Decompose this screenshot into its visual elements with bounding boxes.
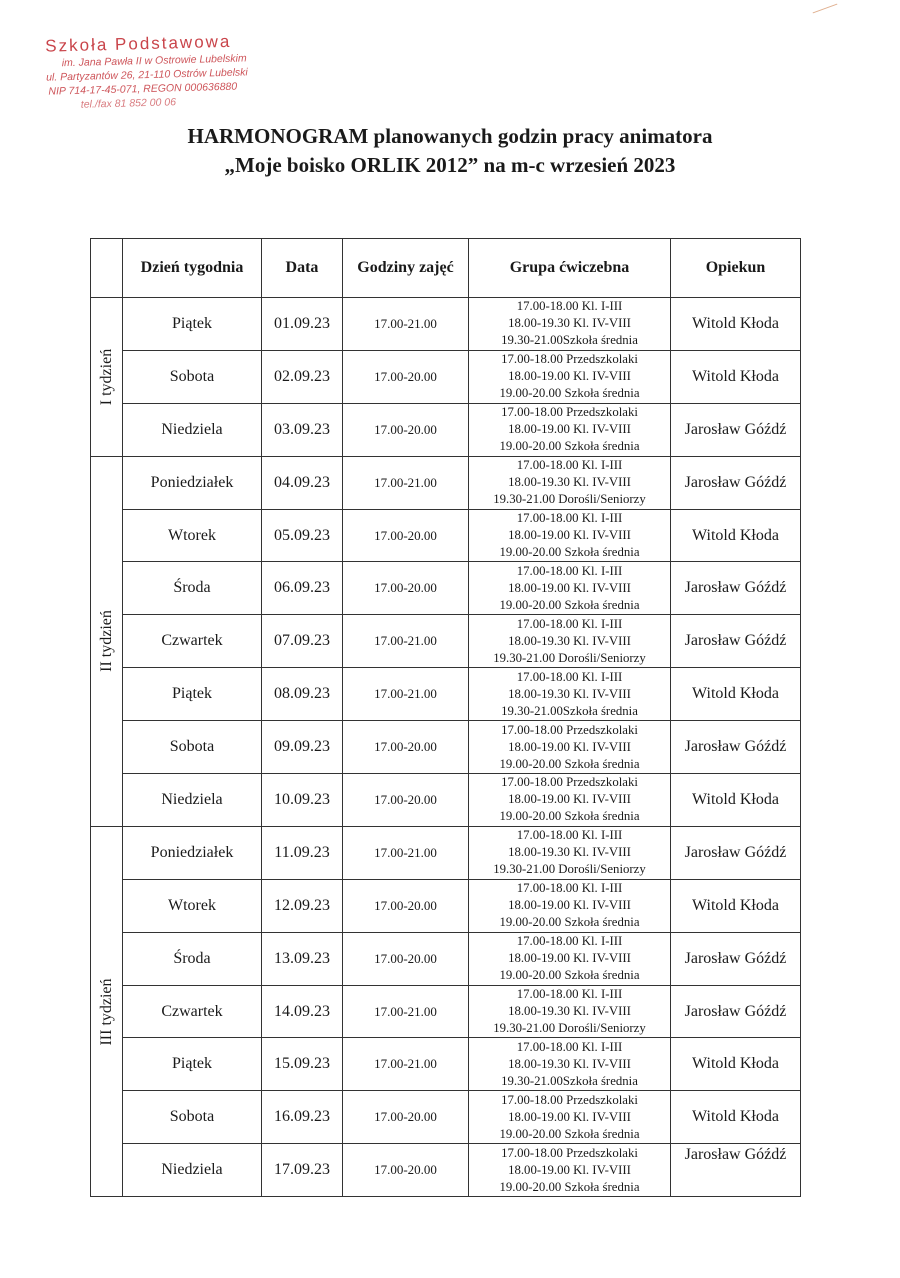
group-line: 18.00-19.00 Kl. IV-VIII bbox=[508, 422, 631, 437]
group-line: 17.00-18.00 Przedszkolaki bbox=[501, 722, 638, 737]
group-line: 17.00-18.00 Przedszkolaki bbox=[501, 405, 638, 420]
title-line-2: „Moje boisko ORLIK 2012” na m-c wrzesień 2023 bbox=[224, 153, 676, 177]
day-cell: Czwartek bbox=[123, 985, 262, 1038]
day-cell: Środa bbox=[123, 562, 262, 615]
group-line: 19.30-21.00 Dorośli/Seniorzy bbox=[493, 1021, 646, 1036]
group-cell bbox=[469, 668, 671, 721]
group-cell bbox=[469, 932, 671, 985]
group-line: 19.00-20.00 Szkoła średnia bbox=[499, 597, 640, 612]
group-line: 19.00-20.00 Szkoła średnia bbox=[499, 809, 640, 824]
table-row bbox=[91, 615, 801, 668]
table-row bbox=[91, 879, 801, 932]
day-cell: Poniedziałek bbox=[123, 826, 262, 879]
table-row bbox=[91, 932, 801, 985]
group-cell bbox=[469, 562, 671, 615]
group-line: 17.00-18.00 Przedszkolaki bbox=[501, 775, 638, 790]
table-row bbox=[91, 1144, 801, 1197]
date-cell: 11.09.23 bbox=[262, 826, 343, 879]
group-line: 17.00-18.00 Kl. I-III bbox=[516, 828, 623, 843]
group-line: 19.30-21.00 Dorośli/Seniorzy bbox=[493, 650, 646, 665]
group-line: 17.00-18.00 Kl. I-III bbox=[516, 563, 623, 578]
group-line: 19.00-20.00 Szkoła średnia bbox=[499, 968, 640, 983]
hours-cell: 17.00-20.00 bbox=[343, 562, 469, 615]
header-row bbox=[91, 239, 801, 298]
document-title bbox=[0, 122, 900, 180]
group-line: 19.00-20.00 Szkoła średnia bbox=[499, 545, 640, 559]
hours-cell: 17.00-20.00 bbox=[343, 1144, 469, 1197]
group-line: 18.00-19.30 Kl. IV-VIII bbox=[508, 633, 631, 648]
date-cell: 09.09.23 bbox=[262, 721, 343, 774]
hours-cell: 17.00-20.00 bbox=[343, 403, 469, 456]
header-group: Grupa ćwiczebna bbox=[469, 239, 671, 298]
hours-cell: 17.00-20.00 bbox=[343, 1091, 469, 1144]
table-row bbox=[91, 826, 801, 879]
carer-cell: Jarosław Góźdź bbox=[671, 615, 801, 668]
group-cell bbox=[469, 298, 671, 351]
carer-cell: Witold Kłoda bbox=[671, 879, 801, 932]
group-line: 19.30-21.00Szkoła średnia bbox=[501, 1073, 638, 1088]
carer-cell: Witold Kłoda bbox=[671, 1038, 801, 1091]
table-row bbox=[91, 668, 801, 721]
table-row bbox=[91, 350, 801, 403]
stamp-patron: im. Jana Pawła II w Ostrowie Lubelskim bbox=[61, 52, 247, 70]
pen-mark bbox=[813, 4, 838, 14]
date-cell: 10.09.23 bbox=[262, 774, 343, 827]
date-cell: 14.09.23 bbox=[262, 985, 343, 1038]
group-line: 18.00-19.00 Kl. IV-VIII bbox=[508, 528, 631, 542]
hours-cell: 17.00-20.00 bbox=[343, 350, 469, 403]
group-line: 17.00-18.00 Kl. I-III bbox=[516, 511, 623, 525]
group-line: 18.00-19.00 Kl. IV-VIII bbox=[508, 1162, 631, 1177]
group-line: 17.00-18.00 Kl. I-III bbox=[516, 934, 623, 949]
group-line: 19.30-21.00Szkoła średnia bbox=[501, 333, 638, 348]
week-label: III tydzień bbox=[97, 977, 115, 1046]
hours-cell: 17.00-21.00 bbox=[343, 456, 469, 509]
table-row bbox=[91, 721, 801, 774]
table-row bbox=[91, 1091, 801, 1144]
group-cell bbox=[469, 403, 671, 456]
week-label: I tydzień bbox=[97, 348, 115, 406]
date-cell: 05.09.23 bbox=[262, 509, 343, 562]
hours-cell: 17.00-20.00 bbox=[343, 879, 469, 932]
group-line: 18.00-19.30 Kl. IV-VIII bbox=[508, 475, 631, 490]
day-cell: Piątek bbox=[123, 298, 262, 351]
group-cell bbox=[469, 879, 671, 932]
carer-cell: Witold Kłoda bbox=[671, 509, 801, 562]
date-cell: 01.09.23 bbox=[262, 298, 343, 351]
group-line: 18.00-19.00 Kl. IV-VIII bbox=[508, 580, 631, 595]
carer-cell: Witold Kłoda bbox=[671, 350, 801, 403]
group-line: 18.00-19.00 Kl. IV-VIII bbox=[508, 739, 631, 754]
day-cell: Czwartek bbox=[123, 615, 262, 668]
carer-cell: Jarosław Góźdź bbox=[671, 403, 801, 456]
title-line-1: HARMONOGRAM planowanych godzin pracy animatora bbox=[187, 124, 713, 148]
table-row bbox=[91, 774, 801, 827]
group-line: 17.00-18.00 Kl. I-III bbox=[516, 1039, 623, 1054]
stamp-phone: tel./fax 81 852 00 06 bbox=[80, 96, 177, 111]
carer-cell: Jarosław Góźdź bbox=[671, 721, 801, 774]
group-line: 18.00-19.00 Kl. IV-VIII bbox=[508, 898, 631, 913]
header-day: Dzień tygodnia bbox=[123, 239, 262, 298]
group-line: 18.00-19.30 Kl. IV-VIII bbox=[508, 845, 631, 860]
group-cell bbox=[469, 509, 671, 562]
hours-cell: 17.00-20.00 bbox=[343, 721, 469, 774]
group-line: 19.30-21.00Szkoła średnia bbox=[501, 703, 638, 718]
day-cell: Piątek bbox=[123, 668, 262, 721]
date-cell: 04.09.23 bbox=[262, 456, 343, 509]
table-row bbox=[91, 1038, 801, 1091]
date-cell: 08.09.23 bbox=[262, 668, 343, 721]
day-cell: Środa bbox=[123, 932, 262, 985]
group-line: 18.00-19.00 Kl. IV-VIII bbox=[508, 1109, 631, 1124]
group-line: 19.00-20.00 Szkoła średnia bbox=[499, 1179, 640, 1194]
day-cell: Poniedziałek bbox=[123, 456, 262, 509]
carer-cell: Witold Kłoda bbox=[671, 668, 801, 721]
carer-cell: Jarosław Góźdź bbox=[671, 932, 801, 985]
stamp-school-name: Szkoła Podstawowa bbox=[45, 31, 232, 56]
carer-cell: Witold Kłoda bbox=[671, 774, 801, 827]
group-line: 19.00-20.00 Szkoła średnia bbox=[499, 386, 640, 401]
group-line: 17.00-18.00 Kl. I-III bbox=[516, 987, 623, 1002]
hours-cell: 17.00-20.00 bbox=[343, 774, 469, 827]
group-line: 19.30-21.00 Dorośli/Seniorzy bbox=[493, 492, 646, 507]
group-cell bbox=[469, 615, 671, 668]
day-cell: Wtorek bbox=[123, 509, 262, 562]
date-cell: 16.09.23 bbox=[262, 1091, 343, 1144]
carer-cell: Witold Kłoda bbox=[671, 298, 801, 351]
group-line: 19.30-21.00 Dorośli/Seniorzy bbox=[493, 862, 646, 877]
group-line: 17.00-18.00 Kl. I-III bbox=[516, 616, 623, 631]
group-cell bbox=[469, 721, 671, 774]
carer-cell: Jarosław Góźdź bbox=[671, 562, 801, 615]
group-cell bbox=[469, 826, 671, 879]
schedule-body bbox=[91, 298, 801, 1197]
table-row bbox=[91, 562, 801, 615]
schedule-table bbox=[90, 238, 801, 1197]
table-row bbox=[91, 985, 801, 1038]
table-row bbox=[91, 509, 801, 562]
header-hours: Godziny zajęć bbox=[343, 239, 469, 298]
group-line: 17.00-18.00 Przedszkolaki bbox=[501, 1145, 638, 1160]
group-line: 18.00-19.00 Kl. IV-VIII bbox=[508, 792, 631, 807]
group-line: 18.00-19.00 Kl. IV-VIII bbox=[508, 951, 631, 966]
hours-cell: 17.00-20.00 bbox=[343, 509, 469, 562]
group-cell bbox=[469, 1038, 671, 1091]
school-stamp bbox=[39, 31, 256, 113]
group-line: 19.00-20.00 Szkoła średnia bbox=[499, 1126, 640, 1141]
group-cell bbox=[469, 1091, 671, 1144]
table-row bbox=[91, 403, 801, 456]
day-cell: Niedziela bbox=[123, 403, 262, 456]
carer-cell: Jarosław Góźdź bbox=[671, 456, 801, 509]
stamp-tax-ids: NIP 714-17-45-071, REGON 000636880 bbox=[48, 80, 238, 98]
date-cell: 07.09.23 bbox=[262, 615, 343, 668]
group-cell bbox=[469, 985, 671, 1038]
day-cell: Sobota bbox=[123, 350, 262, 403]
week-label-cell bbox=[91, 456, 123, 826]
group-line: 19.00-20.00 Szkoła średnia bbox=[499, 915, 640, 930]
date-cell: 17.09.23 bbox=[262, 1144, 343, 1197]
table-row bbox=[91, 298, 801, 351]
carer-cell: Jarosław Góźdź bbox=[671, 985, 801, 1038]
carer-cell: Jarosław Góźdź bbox=[671, 826, 801, 879]
day-cell: Sobota bbox=[123, 721, 262, 774]
date-cell: 02.09.23 bbox=[262, 350, 343, 403]
date-cell: 06.09.23 bbox=[262, 562, 343, 615]
group-line: 17.00-18.00 Przedszkolaki bbox=[501, 1092, 638, 1107]
hours-cell: 17.00-21.00 bbox=[343, 298, 469, 351]
group-line: 17.00-18.00 Kl. I-III bbox=[516, 669, 623, 684]
week-label-cell bbox=[91, 298, 123, 457]
date-cell: 13.09.23 bbox=[262, 932, 343, 985]
group-line: 19.00-20.00 Szkoła średnia bbox=[499, 756, 640, 771]
group-cell bbox=[469, 774, 671, 827]
date-cell: 03.09.23 bbox=[262, 403, 343, 456]
week-label: II tydzień bbox=[97, 610, 115, 673]
group-line: 18.00-19.30 Kl. IV-VIII bbox=[508, 686, 631, 701]
group-line: 17.00-18.00 Przedszkolaki bbox=[501, 352, 638, 367]
carer-cell: Witold Kłoda bbox=[671, 1091, 801, 1144]
group-line: 17.00-18.00 Kl. I-III bbox=[516, 458, 623, 473]
day-cell: Niedziela bbox=[123, 774, 262, 827]
stamp-address: ul. Partyzantów 26, 21-110 Ostrów Lubelski bbox=[45, 66, 248, 84]
group-cell bbox=[469, 350, 671, 403]
hours-cell: 17.00-20.00 bbox=[343, 932, 469, 985]
week-label-cell bbox=[91, 826, 123, 1196]
day-cell: Niedziela bbox=[123, 1144, 262, 1197]
date-cell: 12.09.23 bbox=[262, 879, 343, 932]
hours-cell: 17.00-21.00 bbox=[343, 1038, 469, 1091]
hours-cell: 17.00-21.00 bbox=[343, 668, 469, 721]
day-cell: Sobota bbox=[123, 1091, 262, 1144]
header-carer: Opiekun bbox=[671, 239, 801, 298]
day-cell: Wtorek bbox=[123, 879, 262, 932]
table-row bbox=[91, 456, 801, 509]
group-cell bbox=[469, 456, 671, 509]
group-line: 18.00-19.30 Kl. IV-VIII bbox=[508, 1056, 631, 1071]
group-line: 17.00-18.00 Kl. I-III bbox=[516, 881, 623, 896]
carer-cell: Jarosław Góźdź bbox=[671, 1144, 801, 1197]
group-line: 18.00-19.30 Kl. IV-VIII bbox=[508, 1004, 631, 1019]
header-date: Data bbox=[262, 239, 343, 298]
day-cell: Piątek bbox=[123, 1038, 262, 1091]
group-line: 18.00-19.00 Kl. IV-VIII bbox=[508, 369, 631, 384]
hours-cell: 17.00-21.00 bbox=[343, 985, 469, 1038]
date-cell: 15.09.23 bbox=[262, 1038, 343, 1091]
group-line: 17.00-18.00 Kl. I-III bbox=[516, 299, 623, 314]
group-line: 19.00-20.00 Szkoła średnia bbox=[499, 439, 640, 454]
hours-cell: 17.00-21.00 bbox=[343, 615, 469, 668]
group-cell bbox=[469, 1144, 671, 1197]
header-week bbox=[91, 239, 123, 298]
group-line: 18.00-19.30 Kl. IV-VIII bbox=[508, 316, 631, 331]
hours-cell: 17.00-21.00 bbox=[343, 826, 469, 879]
